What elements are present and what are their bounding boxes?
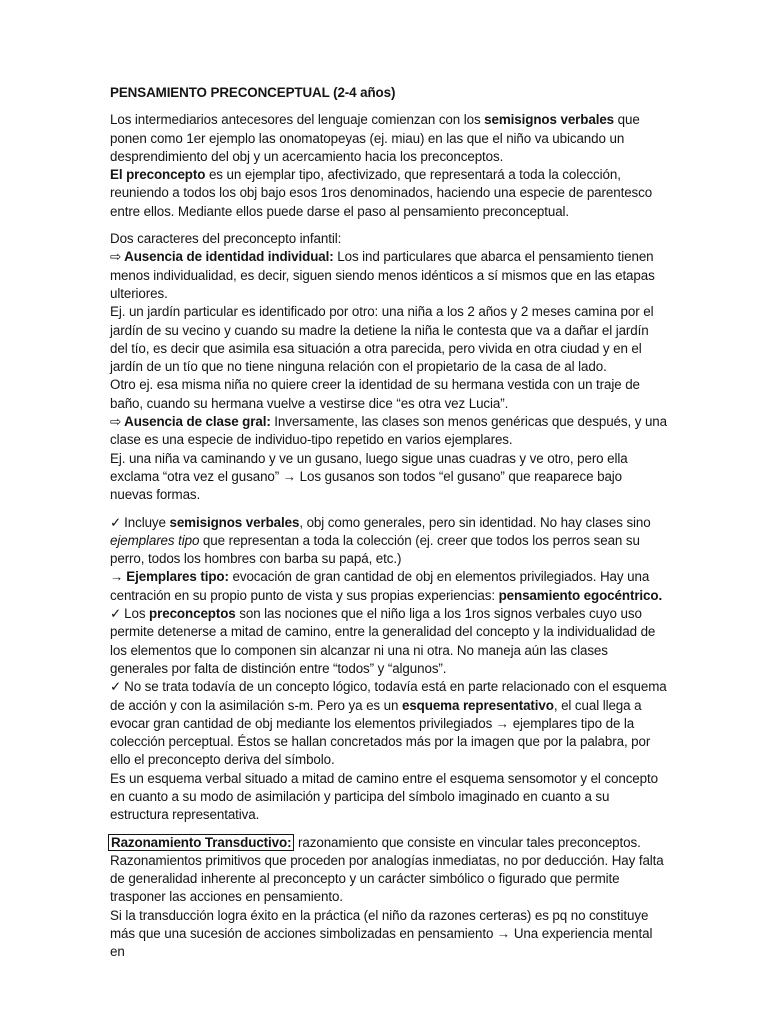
intro-paragraph: [110, 111, 668, 166]
intro-section: [110, 111, 668, 221]
caracter-1-label: Ausencia de identidad individual:: [124, 249, 334, 265]
check-text: que representan a toda la colección (ej. creer que todos los perros sean su perro, todos los hombres con barba su papá, etc.): [110, 532, 640, 567]
check-item: [110, 514, 668, 569]
intro-bold-term: semisignos verbales: [484, 112, 615, 128]
check-bold-term: esquema representativo: [401, 697, 554, 713]
transductivo-text: razonamiento que consiste en vincular tales preconceptos.: [294, 834, 641, 850]
page-title: PENSAMIENTO PRECONCEPTUAL (2-4 años): [110, 85, 396, 100]
check-bold-term: Ejemplares tipo:: [126, 569, 229, 585]
check-text: evocación de gran cantidad de obj en elementos privilegiados. Hay una centración en su propio punto de vista y sus propias experiencias:: [110, 569, 650, 603]
preconcepto-paragraph: [110, 166, 668, 221]
example-paragraph: Ej. una niña va caminando y ve un gusano, luego sigue unas cuadras y ve otro, pero ella exclama “otra vez el gusano” → Los gusanos son todos “el gusano” que reaparece bajo nuevas formas.: [110, 450, 628, 503]
transductivo-paragraph: Razonamientos primitivos que proceden por analogías inmediatas, no por deducción. Hay falta de generalidad inherente al preconcepto y un carácter simbólico o figurado que permite trasponer las acciones en pensamiento.: [110, 852, 664, 905]
caracter-2: [110, 413, 668, 450]
check-item: [110, 568, 668, 605]
checkmark-icon: ✓: [110, 514, 122, 530]
preconcepto-text: es un ejemplar tipo, afectivizado, que representará a toda la colección, reuniendo a todos los obj bajo esos 1ros denominados, haciendo una especie de parentesco entre ellos. Mediante ellos puede darse el paso al pensamiento preconceptual.: [110, 167, 653, 219]
caracteres-heading: Dos caracteres del preconcepto infantil:: [110, 231, 342, 247]
caracter-2-label: Ausencia de clase gral:: [124, 414, 271, 430]
check-item: [110, 678, 668, 769]
check-bold-term: pensamiento egocéntrico.: [498, 587, 663, 603]
arrow-right-icon: →: [110, 569, 124, 585]
arrow-right-outline-icon: ⇨: [110, 249, 122, 265]
check-item: [110, 605, 668, 678]
check-text: , obj como generales, pero sin identidad. No hay clases sino: [299, 514, 651, 530]
check-bold-term: preconceptos: [149, 606, 236, 622]
intro-text: que ponen como 1er ejemplo las onomatopeyas (ej. miau) en las que el niño va ubicando un desprendimiento del obj y un acercamiento hacia los preconceptos.: [110, 112, 640, 164]
example-paragraph: Otro ej. esa misma niña no quiere creer la identidad de su hermana vestida con un traje de baño, cuando su hermana vuelve a vestirse dice “es otra vez Lucia”.: [110, 377, 640, 411]
checkmark-icon: ✓: [110, 606, 122, 622]
caracter-1: [110, 248, 668, 303]
checkmark-icon: ✓: [110, 679, 122, 695]
check-bold-term: semisignos verbales: [169, 514, 300, 530]
check-paragraph: Es un esquema verbal situado a mitad de camino entre el esquema sensomotor y el concepto en cuanto a su modo de asimilación y participa del símbolo imaginado en cuanto a su estructura representativa.: [110, 770, 658, 823]
example-paragraph: Ej. un jardín particular es identificado por otro: una niña a los 2 años y 2 meses camina por el jardín de su vecino y cuando su madre la detiene la niña le contesta que va a dañar el jardín del tío, es decir que asimila esa situación a otra parecida, pero vivida en otra ciudad y en el jardín de un tío que no tiene ninguna relación con el propietario de la casa de al lado.: [110, 304, 654, 375]
check-text: , el cual llega a evocar gran cantidad de obj mediante los elementos privilegiados → ejemplares tipo de la colección perceptual. Éstos se hallan concretados más por la imagen que por la palabra, por ello el preconcepto deriva del símbolo.: [110, 697, 651, 768]
preconcepto-term: El preconcepto: [110, 167, 206, 183]
transductivo-paragraph: Si la transducción logra éxito en la práctica (el niño da razones certeras) es pq no constituye más que una sucesión de acciones simbolizadas en pensamiento → Una experiencia mental en: [110, 907, 653, 960]
check-italic-term: ejemplares tipo: [110, 532, 200, 548]
transductivo-paragraph: [110, 834, 668, 852]
arrow-right-outline-icon: ⇨: [110, 414, 122, 430]
caracter-1-text: Los ind particulares que abarca el pensamiento tienen menos individualidad, es decir, siguen siendo menos idénticos a sí mismos que en las etapas ulteriores.: [110, 249, 655, 301]
transductivo-label: Razonamiento Transductivo:: [108, 834, 294, 851]
check-text: No se trata todavía de un concepto lógico, todavía está en parte relacionado con el esquema de acción y con la asimilación s-m. Pero ya es un: [110, 679, 667, 713]
caracter-2-text: Inversamente, las clases son menos genéricas que después, y una clase es una especie de individuo-tipo repetido en varios ejemplares.: [110, 414, 667, 448]
caracteres-section: [110, 230, 668, 504]
check-text: son las nociones que el niño liga a los 1ros signos verbales cuyo uso permite detenerse a mitad de camino, entre la generalidad del concepto y la individualidad de los elementos que lo componen sin alcanzar ni una ni otra. No maneja aún las clases generales por falta de distinción entre “todos” y “algunos”.: [110, 606, 656, 676]
checks-section: [110, 514, 668, 825]
check-text: Los: [124, 606, 150, 622]
check-text: Incluye: [124, 514, 170, 530]
transductivo-section: [110, 834, 668, 962]
intro-text: Los intermediarios antecesores del lenguaje comienzan con los: [110, 112, 485, 128]
